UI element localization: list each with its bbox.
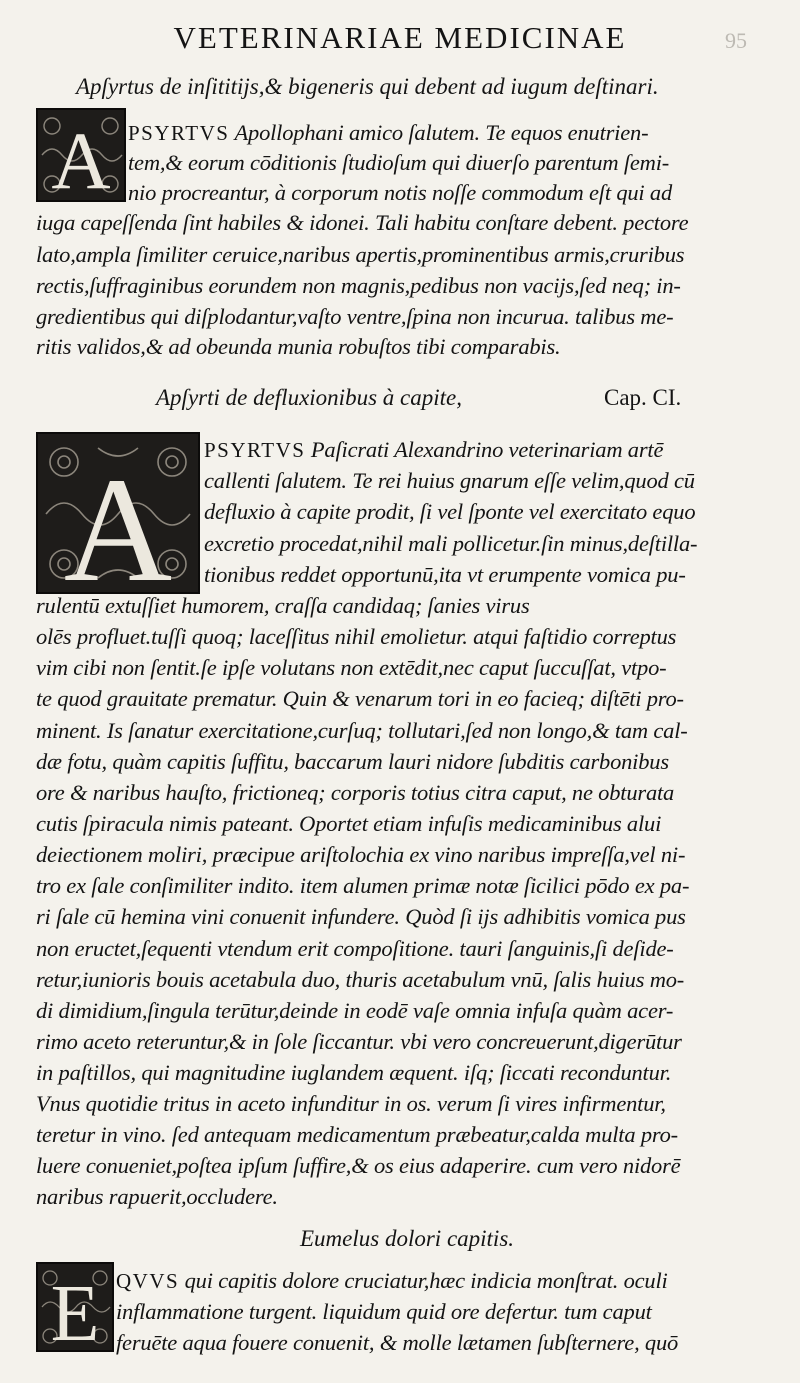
text-line: Vnus quotidie tritus in aceto infunditur in os. verum ſi vires infirmentur, bbox=[36, 1091, 666, 1116]
text-line: iuga capeſſenda ſint habiles & idonei. Tali habitu conſtare debent. pectore bbox=[36, 210, 689, 235]
text-line: rulentū extuſſiet humorem, craſſa candidaq; ſanies virus bbox=[36, 593, 530, 618]
text-line: in paſtillos, qui magnitudine iuglandem æquent. iſq; ſiccati reconduntur. bbox=[36, 1060, 672, 1085]
decorated-initial-A bbox=[36, 432, 200, 594]
text-line: ore & naribus hauſto, frictioneq; corporis totius citra caput, ne obturata bbox=[36, 780, 675, 805]
text-line: deiectionem moliri, præcipue ariſtolochia ex vino naribus impreſſa,vel ni- bbox=[36, 842, 686, 867]
decorated-initial-E bbox=[36, 1262, 114, 1352]
text-line: defluxio à capite prodit, ſi vel ſponte vel exercitato equo bbox=[204, 499, 696, 524]
text-line: PSYRTVS Paſicrati Alexandrino veterinariam artē bbox=[204, 437, 664, 462]
text-line: ri ſale cū hemina vini conuenit infundere. Quòd ſi ijs adhibitis vomica pus bbox=[36, 904, 686, 929]
text-line: nio procreantur, à corporum notis noſſe commodum eſt qui ad bbox=[128, 180, 672, 205]
text-line: PSYRTVS Apollophani amico ſalutem. Te equos enutrien- bbox=[128, 120, 649, 145]
text-line: cutis ſpiracula nimis pateant. Oportet etiam infuſis medicaminibus alui bbox=[36, 811, 662, 836]
text-line: retur,iunioris bouis acetabula duo, thuris acetabulum vnū, ſalis huius mo- bbox=[36, 967, 685, 992]
text-line: olēs profluet.tuſſi quoq; laceſſitus nihil emolietur. atqui faſtidio correptus bbox=[36, 624, 677, 649]
opening-word: PSYRTVS bbox=[204, 438, 306, 462]
opening-word: QVVS bbox=[116, 1269, 180, 1293]
text-line: naribus rapuerit,occludere. bbox=[36, 1184, 278, 1209]
text-line: te quod grauitate prematur. Quin & venarum tori in eo facieq; diſtēti pro- bbox=[36, 686, 684, 711]
text-line: gredientibus qui diſplodantur,vaſto ventre,ſpina non incurua. talibus me- bbox=[36, 304, 674, 329]
text-line: inflammatione turgent. liquidum quid ore defertur. tum caput bbox=[116, 1299, 652, 1324]
text-line: non eructet,ſequenti vtendum erit compoſitione. tauri ſanguinis,ſi deſide- bbox=[36, 936, 674, 961]
decorated-initial-A bbox=[36, 108, 126, 202]
section-title: Apſyrti de defluxionibus à capite, bbox=[156, 385, 462, 410]
text-line: feruēte aqua fouere conuenit, & molle lætamen ſubſternere, quō bbox=[116, 1330, 679, 1355]
text-line: minent. Is ſanatur exercitatione,curſuq; tollutari,ſed non longo,& tam cal- bbox=[36, 718, 688, 743]
running-head: VETERINARIAE MEDICINAE bbox=[173, 20, 627, 55]
initial-letter: A bbox=[51, 115, 111, 200]
opening-word: PSYRTVS bbox=[128, 121, 230, 145]
text-line: luere conueniet,poſtea ipſum ſuffire,& os eius adaperire. cum vero nidorē bbox=[36, 1153, 681, 1178]
text-line: excretio procedat,nihil mali pollicetur.ſin minus,deſtilla- bbox=[204, 531, 698, 556]
initial-letter: E bbox=[50, 1270, 100, 1350]
initial-letter: A bbox=[63, 447, 173, 592]
text-line: teretur in vino. ſed antequam medicamentum præbeatur,calda multa pro- bbox=[36, 1122, 678, 1147]
text-line: tionibus reddet opportunū,ita vt erumpente vomica pu- bbox=[204, 562, 686, 587]
text-line: callenti ſalutem. Te rei huius gnarum eſſe velim,quod cū bbox=[204, 468, 695, 493]
text-line: QVVS qui capitis dolore cruciatur,hæc indicia monſtrat. oculi bbox=[116, 1268, 668, 1293]
page-number: 95 bbox=[725, 28, 747, 53]
section-title: Eumelus dolori capitis. bbox=[300, 1226, 515, 1251]
chapter-number: Cap. CI. bbox=[604, 385, 682, 410]
text-line: tem,& eorum cōditionis ſtudioſum qui diuerſo parentum ſemi- bbox=[128, 150, 670, 175]
text-line: ritis validos,& ad obeunda munia robuſtos tibi comparabis. bbox=[36, 334, 561, 359]
text-line: dæ fotu, quàm capitis ſuffitu, baccarum lauri nidore ſubditis carbonibus bbox=[36, 749, 669, 774]
text-line: rimo aceto reteruntur,& in ſole ſiccantur. vbi vero concreuerunt,digerūtur bbox=[36, 1029, 682, 1054]
text-line: rectis,ſuffraginibus eorundem non magnis,pedibus non vacijs,ſed neq; in- bbox=[36, 273, 681, 298]
text-line: lato,ampla ſimiliter ceruice,naribus apertis,prominentibus armis,cruribus bbox=[36, 242, 685, 267]
text-line: di dimidium,ſingula terūtur,deinde in eodē vaſe omnia infuſa quàm acer- bbox=[36, 998, 674, 1023]
section-title: Apſyrtus de inſititijs,& bigeneris qui debent ad iugum deſtinari. bbox=[76, 74, 659, 99]
text-line: vim cibi non ſentit.ſe ipſe volutans non extēdit,nec caput ſuccuſſat, vtpo- bbox=[36, 655, 667, 680]
text-line: tro ex ſale conſimiliter indito. item alumen primæ notæ ſicilici pōdo ex pa- bbox=[36, 873, 690, 898]
